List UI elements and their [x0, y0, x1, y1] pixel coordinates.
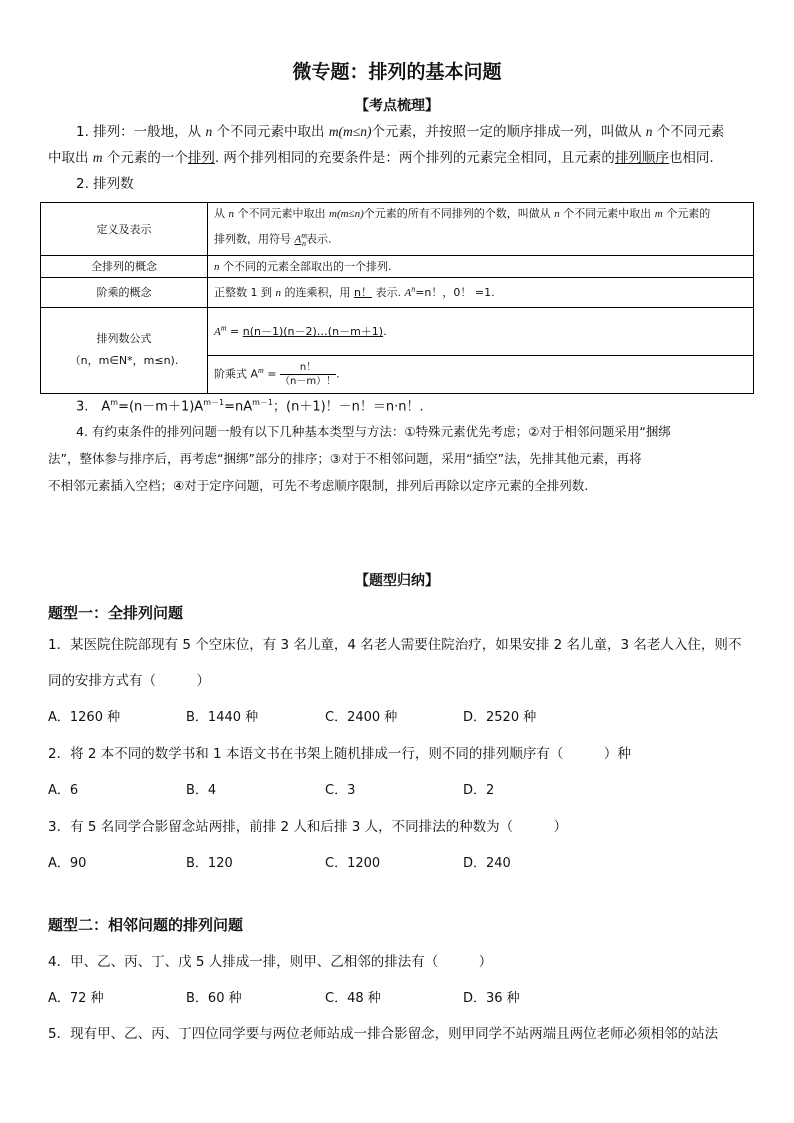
section-heading-knowledge: 【考点梳理】: [355, 98, 439, 114]
q1-option-b: B．1440 种: [186, 710, 259, 725]
row-content-definition: 从 n 个不同元素中取出 m(m≤n)个元素的所有不同排列的个数，叫做从 n 个不同元素中取出 m 个元素的 排列数，用符号 $A^m_n$表示.: [208, 203, 754, 256]
definition-line-1: 1. 排列：一般地，从 n 个不同元素中取出 m(m≤n)个元素，并按照一定的顺序排成一列，叫做从 n 个不同元素: [76, 124, 725, 140]
q1-option-c: C．2400 种: [325, 710, 398, 725]
page-title: 微专题：排列的基本问题: [292, 61, 502, 83]
q2-option-b: B．4: [186, 783, 217, 798]
row-content-full-permutation: n 个不同的元素全部取出的一个排列.: [208, 255, 754, 277]
factorial-fraction: $\frac{n!}{(n-m)!}$: [280, 361, 337, 387]
question-3: 3．有 5 名同学合影留念站两排，前排 2 人和后排 3 人，不同排法的种数为（ ）: [48, 819, 568, 835]
question-2: 2．将 2 本不同的数学书和 1 本语文书在书架上随机排成一行，则不同的排列顺序有（ ）种: [48, 746, 631, 762]
underlined-term-permutation: 排列: [187, 150, 215, 166]
q1-option-a: A．1260 种: [48, 710, 121, 725]
definition-line-2: 中取出 m 个元素的一个排列. 两个排列相同的充要条件是：两个排列的元素完全相同，且元素的排列顺序也相同.: [48, 150, 714, 166]
item-3-identity: 3. $A^m=(n-m+1)A^{m-1}=nA^{m-1}$；(n＋1)！－n！＝n·n！.: [76, 398, 424, 415]
item-4-line-1: 4. 有约束条件的排列问题一般有以下几种基本类型与方法：①特殊元素优先考虑；②对于相邻问题采用“捆绑: [76, 424, 671, 439]
row-label-full-permutation: 全排列的概念: [41, 255, 208, 277]
item-4-line-2: 法”，整体参与排序后，再考虑“捆绑”部分的排序；③对于不相邻问题，采用“插空”法，先排其他元素，再将: [48, 451, 642, 466]
q4-option-d: D．36 种: [463, 991, 520, 1006]
row-content-formula-product: $A^m$ = n(n－1)(n－2)…(n－m＋1).: [208, 307, 754, 355]
q3-option-a: A．90: [48, 856, 87, 871]
q1-option-d: D．2520 种: [463, 710, 537, 725]
row-label-formula: 排列数公式 （n，m∈N*，m≤n).: [41, 307, 208, 393]
row-content-factorial: 正整数 1 到 n 的连乘积，用 n！ 表示. $A^n=n$！，0！ =1.: [208, 277, 754, 307]
permutation-number-table: [40, 202, 754, 394]
item-2-heading: 2. 排列数: [76, 176, 134, 192]
section-heading-problem-types: 【题型归纳】: [355, 573, 439, 589]
type-1-heading: 题型一：全排列问题: [48, 604, 184, 622]
q2-option-a: A．6: [48, 783, 79, 798]
row-label-factorial: 阶乘的概念: [41, 277, 208, 307]
q2-option-d: D．2: [463, 783, 495, 798]
q2-option-c: C．3: [325, 783, 356, 798]
question-4: 4．甲、乙、丙、丁、戊 5 人排成一排，则甲、乙相邻的排法有（ ）: [48, 954, 493, 970]
q3-option-c: C．1200: [325, 856, 381, 871]
q3-option-b: B．120: [186, 856, 233, 871]
q3-option-d: D．240: [463, 856, 511, 871]
q4-option-a: A．72 种: [48, 991, 104, 1006]
question-1-line-2: 同的安排方式有（ ）: [48, 673, 210, 689]
q4-option-b: B．60 种: [186, 991, 242, 1006]
underlined-term-order: 排列顺序: [614, 150, 669, 166]
type-2-heading: 题型二：相邻问题的排列问题: [48, 916, 244, 934]
item-4-line-3: 不相邻元素插入空档；④对于定序问题，可先不考虑顺序限制，排列后再除以定序元素的全排列数.: [48, 478, 589, 493]
question-5: 5．现有甲、乙、丙、丁四位同学要与两位老师站成一排合影留念，则甲同学不站两端且两位老师必须相邻的站法: [48, 1026, 719, 1042]
row-label-definition: 定义及表示: [41, 203, 208, 256]
row-content-formula-factorial: 阶乘式 $A^m$ = $\frac{n!}{(n-m)!}$ .: [208, 355, 754, 393]
question-1-line-1: 1．某医院住院部现有 5 个空床位，有 3 名儿童，4 名老人需要住院治疗，如果安排 2 名儿童，3 名老人入住，则不: [48, 637, 742, 653]
q4-option-c: C．48 种: [325, 991, 381, 1006]
